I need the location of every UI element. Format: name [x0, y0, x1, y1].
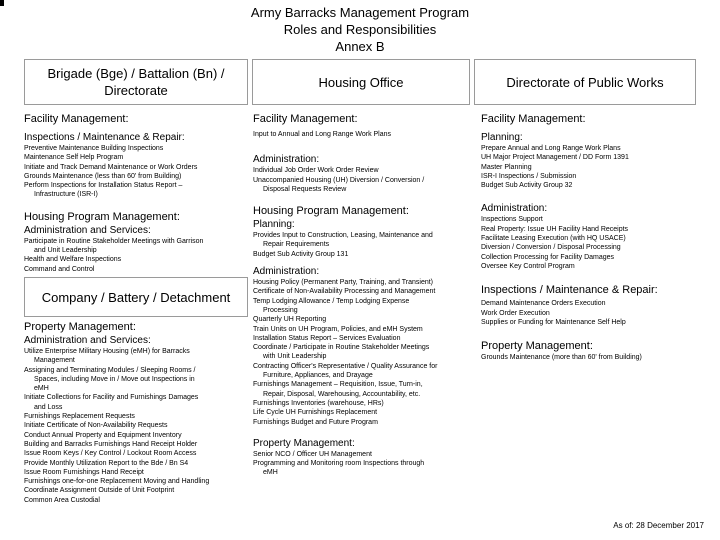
list-item: Utilize Enterprise Military Housing (eMH) for Barracks: [24, 348, 190, 355]
list-item: Disposal Requests Review: [263, 185, 347, 193]
list-item: Initiate Collections for Facility and Furnishings Damages: [24, 394, 199, 402]
list-item: Life Cycle UH Furnishings Replacement: [253, 409, 378, 417]
list-item: Senior NCO / Officer UH Management: [253, 450, 372, 458]
company-header: Company / Battery / Detachment: [24, 277, 248, 317]
list-item: Inspections Support: [481, 216, 543, 224]
list-item: Certificate of Non-Availability Processing and Management: [253, 288, 436, 296]
list-item: Diversion / Conversion / Disposal Processing: [481, 244, 621, 252]
list-item: Temp Lodging Allowance / Temp Lodging Expense: [253, 297, 410, 305]
list-item: Command and Control: [24, 265, 95, 273]
list-item: Oversee Key Control Program: [481, 262, 575, 270]
title-line-3: Annex B: [335, 39, 385, 54]
list-item: Installation Status Report – Services Evaluation: [253, 334, 401, 342]
page-title: [0, 4, 720, 55]
list-item: Work Order Execution: [481, 309, 550, 317]
list-item: and Unit Leadership: [34, 247, 97, 255]
company-column: [24, 320, 250, 512]
list-item: Furniture, Appliances, and Drayage: [263, 372, 373, 380]
list-item: Quarterly UH Reporting: [253, 316, 327, 324]
list-item: Preventive Maintenance Building Inspections: [24, 145, 164, 152]
list-item: Provides Input to Construction, Leasing, Maintenance and: [253, 232, 433, 240]
title-line-1: Army Barracks Management Program: [250, 5, 470, 20]
list-item: Grounds Maintenance (more than 60' from Building): [481, 354, 642, 362]
list-item: Unaccompanied Housing (UH) Diversion / Conversion /: [253, 176, 425, 184]
list-item: Train Units on UH Program, Policies, and eMH System: [253, 325, 423, 333]
list-item: Conduct Annual Property and Equipment Inventory: [24, 431, 182, 439]
housing-office-header: Housing Office: [252, 59, 470, 105]
dpw-property-heading: Property Management:: [481, 340, 593, 353]
company-property-heading: Property Management:: [24, 321, 136, 333]
list-item: Prepare Annual and Long Range Work Plans: [481, 145, 621, 152]
list-item: Real Property: Issue UH Facility Hand Receipts: [481, 225, 629, 233]
list-item: Common Area Custodial: [24, 496, 100, 504]
dpw-facility-heading: Facility Management:: [481, 113, 586, 125]
list-item: Perform Inspections for Installation Status Report –: [24, 182, 183, 190]
dpw-planning-heading: Planning:: [481, 132, 523, 143]
list-item: Infrastructure (ISR-I): [34, 191, 98, 199]
brigade-admin-heading: Administration and Services:: [24, 224, 151, 236]
list-item: Demand Maintenance Orders Execution: [481, 300, 606, 308]
list-item: Initiate and Track Demand Maintenance or Work Orders: [24, 163, 198, 171]
dpw-admin-heading: Administration:: [481, 203, 548, 215]
list-item: Master Planning: [481, 163, 532, 171]
list-item: and Loss: [34, 403, 63, 411]
list-item: ISR-I Inspections / Submission: [481, 172, 577, 180]
list-item: Maintenance Self Help Program: [24, 154, 124, 162]
brigade-inspections-heading: Inspections / Maintenance & Repair:: [24, 132, 185, 143]
housing-admin2-heading: Administration:: [253, 266, 320, 278]
list-item: Facilitate Leasing Execution (with HQ USACE): [481, 235, 626, 243]
list-item: Repair, Disposal, Warehousing, Accountability, etc.: [263, 390, 421, 398]
brigade-housing-heading: Housing Program Management:: [24, 210, 180, 223]
housing-planning-heading: Planning:: [253, 219, 295, 231]
list-item: UH Major Project Management / DD Form 1391: [481, 154, 629, 162]
title-line-2: Roles and Responsibilities: [283, 22, 437, 37]
dpw-header: Directorate of Public Works: [474, 59, 696, 105]
list-item: Coordinate Assignment Outside of Unit Footprint: [24, 487, 175, 495]
as-of-date: As of: 28 December 2017: [613, 521, 704, 530]
list-item: Furnishings one-for-one Replacement Moving and Handling: [24, 478, 210, 486]
list-item: Budget Sub Activity Group 32: [481, 182, 573, 190]
housing-facility-heading: Facility Management:: [253, 113, 358, 125]
brigade-facility-heading: Facility Management:: [24, 113, 129, 125]
list-item: Assigning and Terminating Modules / Sleeping Rooms /: [24, 366, 196, 374]
list-item: Processing: [263, 306, 298, 314]
brigade-header: Brigade (Bge) / Battalion (Bn) / Directorate: [24, 59, 248, 105]
list-item: Furnishings Budget and Future Program: [253, 418, 378, 426]
list-item: Provide Monthly Utilization Report to the Bde / Bn S4: [24, 459, 189, 467]
list-item: Building and Barracks Furnishings Hand Receipt Holder: [24, 440, 198, 448]
company-admin-heading: Administration and Services:: [24, 335, 151, 346]
housing-office-column: [253, 112, 473, 512]
list-item: with Unit Leadership: [263, 353, 327, 361]
list-item: Management: [34, 357, 75, 365]
list-item: Repair Requirements: [263, 241, 330, 249]
housing-admin-heading: Administration:: [253, 154, 320, 166]
list-item: Supplies or Funding for Maintenance Self Help: [481, 318, 626, 326]
list-item: Contracting Officer's Representative / Quality Assurance for: [253, 362, 438, 370]
list-item: Input to Annual and Long Range Work Plans: [253, 131, 392, 138]
list-item: Housing Policy (Permanent Party, Training, and Transient): [253, 279, 434, 287]
list-item: Issue Room Keys / Key Control / Lockout Room Access: [24, 450, 197, 458]
dpw-inspections-heading: Inspections / Maintenance & Repair:: [481, 284, 658, 297]
list-item: Participate in Routine Stakeholder Meetings with Garrison: [24, 237, 204, 245]
list-item: Individual Job Order Work Order Review: [253, 167, 379, 175]
list-item: Grounds Maintenance (less than 60' from Building): [24, 172, 182, 180]
list-item: Budget Sub Activity Group 131: [253, 250, 349, 258]
housing-property-heading: Property Management:: [253, 437, 355, 449]
list-item: Health and Welfare Inspections: [24, 256, 122, 264]
list-item: eMH: [263, 469, 278, 477]
list-item: Coordinate / Participate in Routine Stakeholder Meetings: [253, 344, 430, 352]
list-item: Collection Processing for Facility Damages: [481, 253, 615, 261]
list-item: Spaces, including Move in / Move out Inspections in: [34, 375, 195, 383]
housing-program-heading: Housing Program Management:: [253, 205, 409, 218]
list-item: Programming and Monitoring room Inspections through: [253, 460, 425, 468]
list-item: eMH: [34, 385, 49, 393]
list-item: Initiate Certificate of Non-Availability Requests: [24, 422, 168, 430]
list-item: Furnishings Replacement Requests: [24, 413, 135, 421]
list-item: Furnishings Inventories (warehouse, HRs): [253, 399, 384, 407]
list-item: Issue Room Furnishings Hand Receipt: [24, 468, 144, 476]
dpw-column: [481, 112, 711, 372]
list-item: Furnishings Management – Requisition, Issue, Turn-in,: [253, 381, 423, 389]
